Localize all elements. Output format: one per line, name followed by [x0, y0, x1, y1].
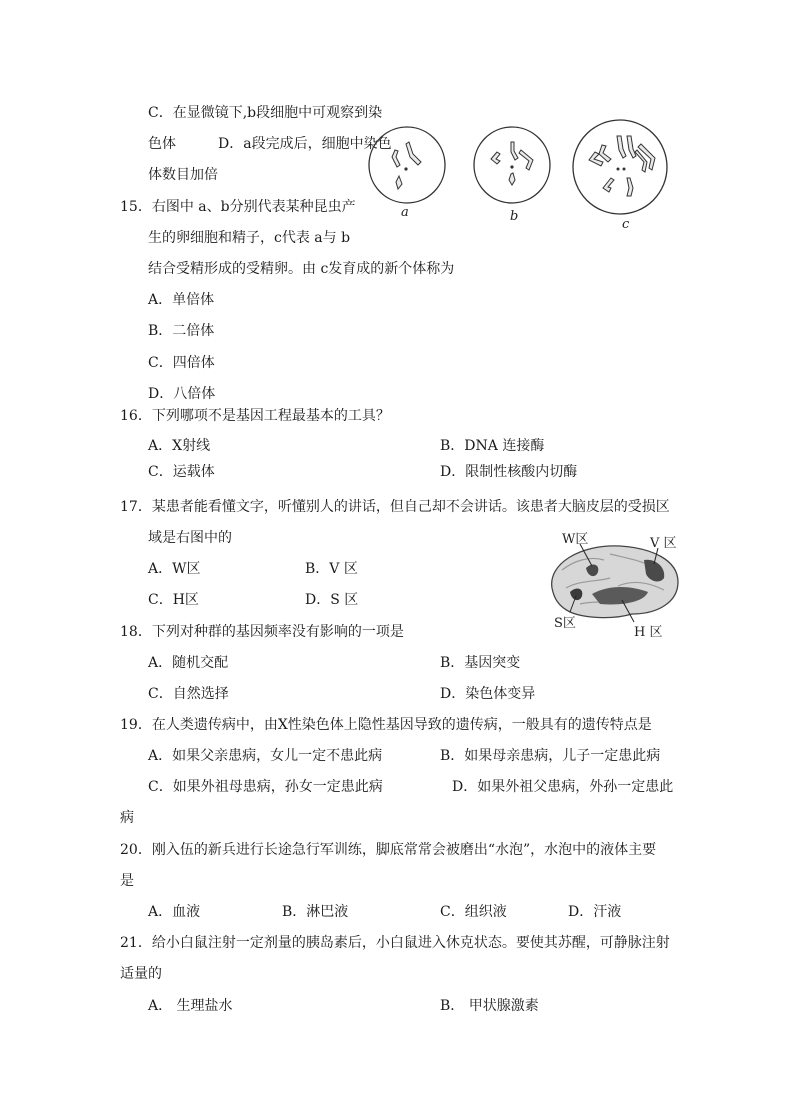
q20-option-c: C．组织液 — [440, 904, 507, 920]
q17-option-c: C．H区 — [148, 592, 199, 608]
q20-option-d: D．汗液 — [568, 904, 622, 920]
q16-stem: 16．下列哪项不是基因工程最基本的工具？ — [120, 408, 390, 424]
cell-c-diagram — [573, 120, 667, 214]
brain-figure — [540, 530, 690, 640]
q17-stem-line2: 域是右图中的 — [148, 530, 232, 546]
cell-b-diagram — [474, 127, 550, 203]
cell-b-label: b — [510, 209, 519, 224]
q19-option-d-wrap: 病 — [120, 810, 134, 826]
q19-option-b: B．如果母亲患病，儿子一定患此病 — [440, 748, 661, 764]
q18-stem: 18．下列对种群的基因频率没有影响的一项是 — [120, 624, 404, 640]
q15-option-d: D．八倍体 — [148, 386, 216, 402]
q17-option-d: D．S 区 — [305, 592, 359, 608]
q15-stem-line1: 15．右图中 a、b分别代表某种昆虫产 — [120, 199, 356, 215]
q16-option-b: B．DNA 连接酶 — [440, 438, 545, 454]
q15-stem-line3: 结合受精形成的受精卵。由 c发育成的新个体称为 — [148, 261, 455, 277]
q19-option-d: D．如果外祖父患病，外孙一定患此 — [452, 779, 674, 795]
q19-stem: 19．在人类遗传病中，由X性染色体上隐性基因导致的遗传病，一般具有的遗传特点是 — [120, 717, 652, 733]
brain-label-w: W区 — [562, 532, 589, 547]
cell-a-label: a — [401, 205, 409, 220]
cell-figure — [365, 112, 665, 232]
q14-option-c-line2: 色体 — [148, 136, 176, 152]
q20-option-b: B．淋巴液 — [282, 904, 349, 920]
q20-stem-line1: 20．刚入伍的新兵进行长途急行军训练，脚底常常会被磨出“水泡”，水泡中的液体主要 — [120, 842, 657, 858]
cell-c-label: c — [622, 217, 630, 232]
brain-label-h: H 区 — [634, 625, 663, 640]
q15-option-a: A．单倍体 — [148, 292, 215, 308]
q17-option-a: A．W区 — [148, 561, 201, 577]
q19-option-a: A．如果父亲患病，女儿一定不患此病 — [148, 748, 383, 764]
q17-stem-line1: 17．某患者能看懂文字，听懂别人的讲话，但自己却不会讲话。该患者大脑皮层的受损区 — [120, 499, 670, 515]
q16-option-a: A．X射线 — [148, 438, 211, 454]
q19-option-c: C．如果外祖母患病，孙女一定患此病 — [148, 779, 383, 795]
q20-stem-line2: 是 — [120, 873, 134, 889]
q15-option-b: B．二倍体 — [148, 323, 215, 339]
q20-option-a: A．血液 — [148, 904, 201, 920]
q16-option-d: D．限制性核酸内切酶 — [440, 464, 578, 480]
q15-option-c: C．四倍体 — [148, 355, 215, 371]
brain-diagram — [552, 546, 678, 618]
q18-option-b: B．基因突变 — [440, 655, 521, 671]
q21-option-b: B． 甲状腺激素 — [440, 998, 539, 1014]
q18-option-c: C．自然选择 — [148, 686, 229, 702]
brain-label-v: V 区 — [650, 536, 677, 551]
cell-a-diagram — [369, 127, 445, 203]
q15-stem-line2: 生的卵细胞和精子，c代表 a与 b — [148, 230, 351, 246]
q14-continuation: 体数目加倍 — [148, 167, 218, 183]
q14-option-c-line1: C．在显微镜下,b段细胞中可观察到染 — [148, 105, 383, 121]
q16-option-c: C．运载体 — [148, 464, 215, 480]
q18-option-a: A．随机交配 — [148, 655, 229, 671]
q21-stem-line1: 21．给小白鼠注射一定剂量的胰岛素后，小白鼠进入休克状态。要使其苏醒，可静脉注射 — [120, 935, 670, 951]
q18-option-d: D．染色体变异 — [440, 686, 536, 702]
q14-option-d: D．a段完成后，细胞中染色 — [218, 136, 392, 152]
q21-option-a: A． 生理盐水 — [148, 998, 233, 1014]
q17-option-b: B．V 区 — [305, 561, 358, 577]
brain-label-s: S区 — [554, 616, 576, 631]
q21-stem-line2: 适量的 — [120, 966, 162, 982]
